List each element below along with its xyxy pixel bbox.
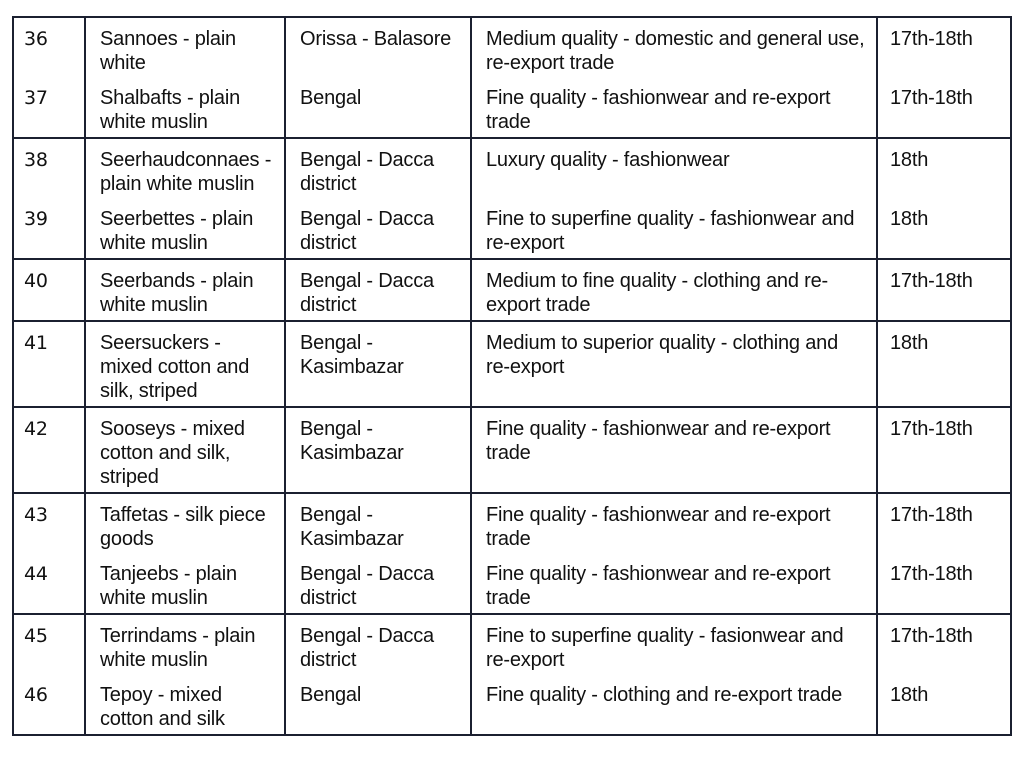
item-number: 36 — [13, 17, 85, 75]
period: 17th-18th — [877, 75, 1011, 138]
table-row — [13, 321, 1011, 407]
period: 18th — [877, 138, 1011, 196]
textile-name: Seersuckers - mixed cotton and silk, striped — [85, 321, 285, 407]
region: Bengal - Dacca district — [285, 259, 471, 321]
table-row — [13, 493, 1011, 551]
quality-use: Fine quality - fashionwear and re-export trade — [471, 493, 877, 551]
table-row — [13, 407, 1011, 493]
textile-table-container — [12, 16, 1010, 736]
item-number: 43 — [13, 493, 85, 551]
item-number: 40 — [13, 259, 85, 321]
quality-use: Fine to superfine quality - fashionwear and re-export — [471, 196, 877, 259]
region: Bengal - Dacca district — [285, 614, 471, 672]
table-group — [13, 493, 1011, 614]
region: Bengal - Dacca district — [285, 138, 471, 196]
item-number: 41 — [13, 321, 85, 407]
period: 17th-18th — [877, 407, 1011, 493]
table-group — [13, 407, 1011, 493]
quality-use: Medium quality - domestic and general use, re-export trade — [471, 17, 877, 75]
item-number: 38 — [13, 138, 85, 196]
quality-use: Fine quality - fashionwear and re-export trade — [471, 407, 877, 493]
table-row — [13, 196, 1011, 259]
textile-name: Sooseys - mixed cotton and silk, striped — [85, 407, 285, 493]
table-row — [13, 551, 1011, 614]
period: 18th — [877, 321, 1011, 407]
textile-name: Shalbafts - plain white muslin — [85, 75, 285, 138]
table-row — [13, 75, 1011, 138]
table-row — [13, 672, 1011, 735]
textile-name: Terrindams - plain white muslin — [85, 614, 285, 672]
textile-name: Sannoes - plain white — [85, 17, 285, 75]
quality-use: Luxury quality - fashionwear — [471, 138, 877, 196]
table-row — [13, 17, 1011, 75]
region: Bengal - Kasimbazar — [285, 321, 471, 407]
region: Bengal — [285, 672, 471, 735]
table-row — [13, 259, 1011, 321]
period: 17th-18th — [877, 493, 1011, 551]
textile-name: Tepoy - mixed cotton and silk — [85, 672, 285, 735]
period: 17th-18th — [877, 614, 1011, 672]
quality-use: Fine quality - fashionwear and re-export trade — [471, 551, 877, 614]
textile-name: Seerhaudconnaes - plain white muslin — [85, 138, 285, 196]
region: Orissa - Balasore — [285, 17, 471, 75]
region: Bengal - Kasimbazar — [285, 407, 471, 493]
quality-use: Medium to fine quality - clothing and re-export trade — [471, 259, 877, 321]
textile-name: Seerbands - plain white muslin — [85, 259, 285, 321]
region: Bengal - Kasimbazar — [285, 493, 471, 551]
period: 17th-18th — [877, 551, 1011, 614]
period: 17th-18th — [877, 259, 1011, 321]
quality-use: Fine to superfine quality - fasionwear and re-export — [471, 614, 877, 672]
item-number: 39 — [13, 196, 85, 259]
item-number: 44 — [13, 551, 85, 614]
table-row — [13, 138, 1011, 196]
region: Bengal — [285, 75, 471, 138]
period: 18th — [877, 196, 1011, 259]
table-group — [13, 614, 1011, 735]
item-number: 42 — [13, 407, 85, 493]
period: 18th — [877, 672, 1011, 735]
table-row — [13, 614, 1011, 672]
textile-name: Taffetas - silk piece goods — [85, 493, 285, 551]
textile-name: Seerbettes - plain white muslin — [85, 196, 285, 259]
table-group — [13, 138, 1011, 259]
item-number: 37 — [13, 75, 85, 138]
table-group — [13, 17, 1011, 138]
table-group — [13, 321, 1011, 407]
item-number: 45 — [13, 614, 85, 672]
quality-use: Fine quality - clothing and re-export trade — [471, 672, 877, 735]
textile-table — [12, 16, 1012, 736]
quality-use: Fine quality - fashionwear and re-export trade — [471, 75, 877, 138]
quality-use: Medium to superior quality - clothing and re-export — [471, 321, 877, 407]
item-number: 46 — [13, 672, 85, 735]
textile-name: Tanjeebs - plain white muslin — [85, 551, 285, 614]
period: 17th-18th — [877, 17, 1011, 75]
region: Bengal - Dacca district — [285, 551, 471, 614]
region: Bengal - Dacca district — [285, 196, 471, 259]
table-group — [13, 259, 1011, 321]
